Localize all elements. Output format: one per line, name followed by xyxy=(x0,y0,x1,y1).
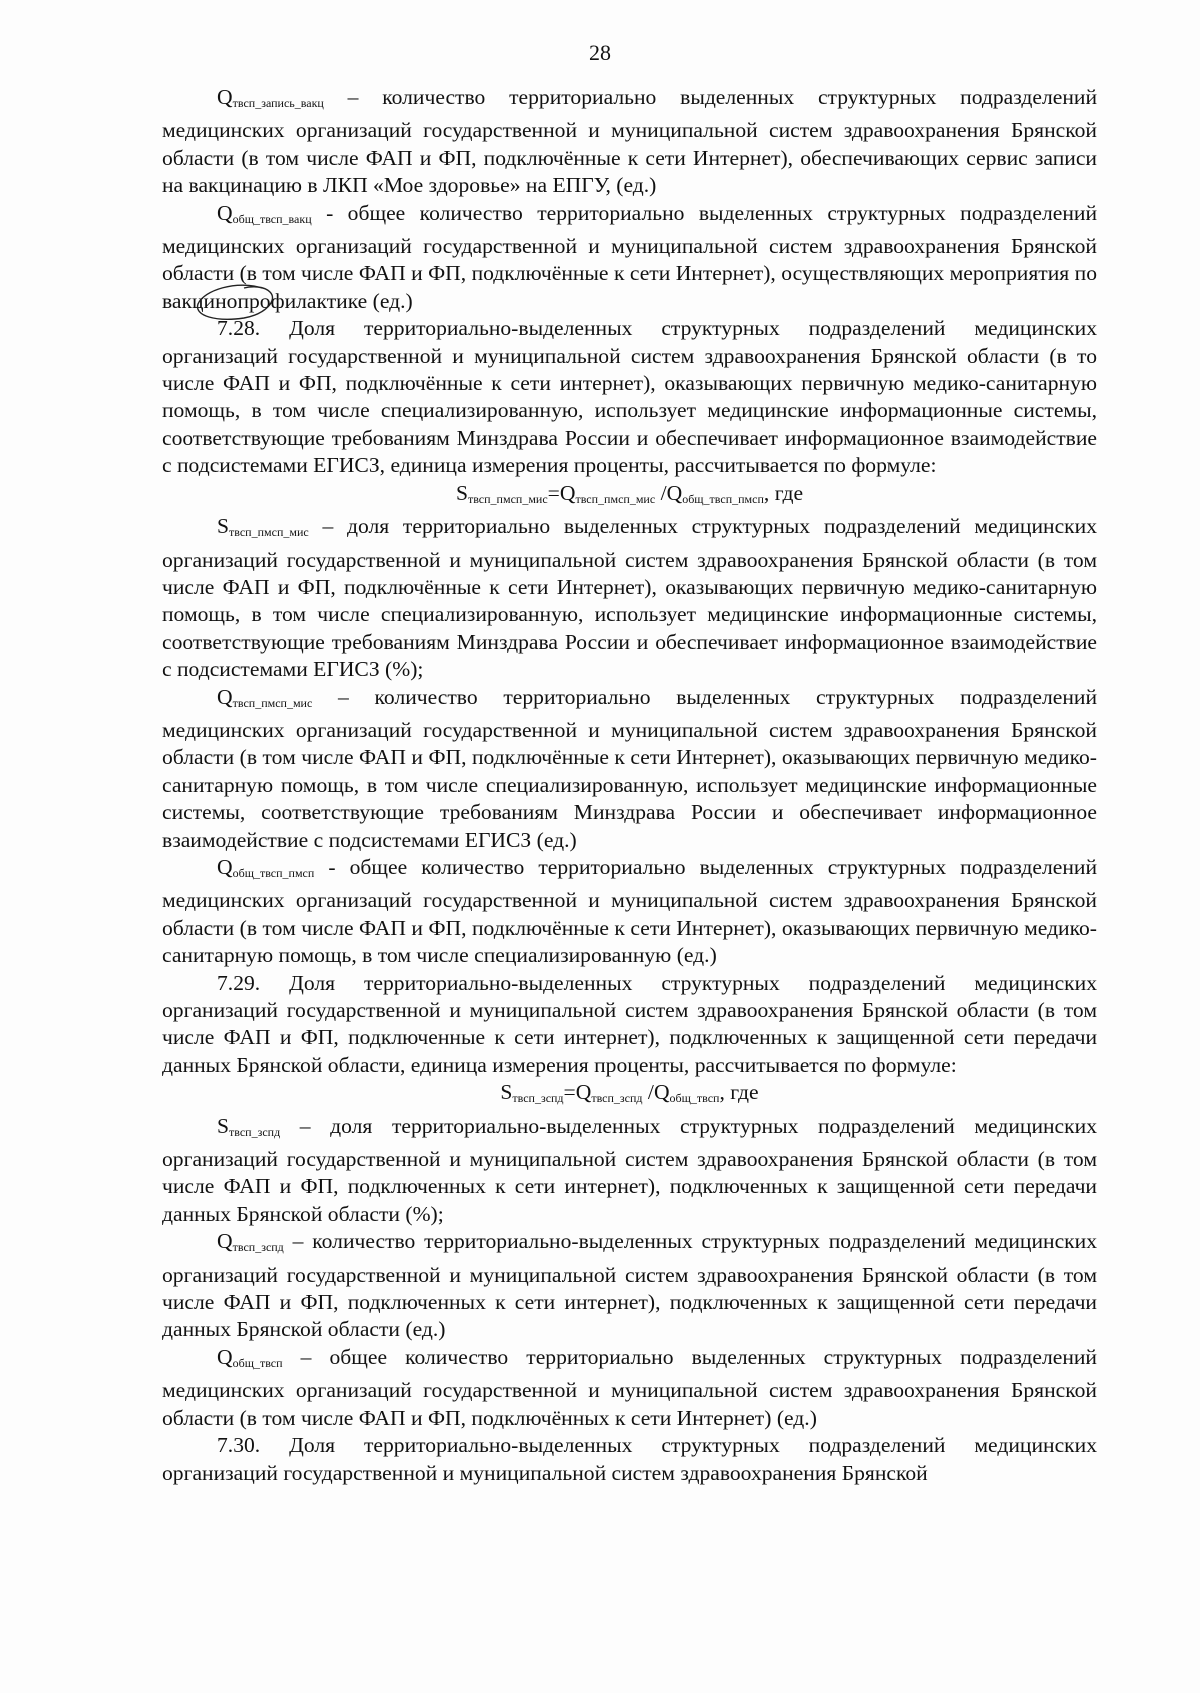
definition-text: – доля территориально выделенных структурных подразделений медицинских организаций государственной и муниципальной систем здравоохранения Брянской области (в том числе ФАП и ФП, подключённые к сети Интернет), оказывающих первичную медико-санитарную помощь, в том числе специализированную, использует медицинские информационные системы, соответствующие требованиям Минздрава России и обеспечивает информационное взаимодействие с подсистемами ЕГИСЗ (%); xyxy=(162,514,1097,682)
body-paragraph: 7.30. Доля территориально-выделенных структурных подразделений медицинских организаций государственной и муниципальной систем здравоохранения Брянской xyxy=(162,1433,1097,1485)
symbol-letter: Q xyxy=(217,684,233,709)
symbol-subscript: общ_твсп_вакц xyxy=(232,211,312,226)
formula-operator: = xyxy=(563,1080,576,1105)
definition-text: - общее количество территориально выделенных структурных подразделений медицинских организаций государственной и муниципальной систем здравоохранения Брянской области (в том числе ФАП и ФП, подключённые к сети Интернет), оказывающих первичную медико-санитарную помощь, в том числе специализированную (ед.) xyxy=(162,854,1097,968)
definition-paragraph xyxy=(162,84,1097,200)
symbol-letter: S xyxy=(217,1113,230,1138)
symbol-subscript: твсп_зспд xyxy=(229,1124,281,1139)
definition-paragraph xyxy=(162,1228,1097,1344)
symbol-subscript: твсп_запись_вакц xyxy=(232,96,324,110)
formula-symbol xyxy=(576,1080,643,1104)
definition-text: – общее количество территориально выделенных структурных подразделений медицинских организаций государственной и муниципальной систем здравоохранения Брянской области (в том числе ФАП и ФП, подключённых к сети Интернет) (ед.) xyxy=(162,1344,1097,1430)
formula-operator: / xyxy=(655,480,667,505)
symbol-subscript: твсп_пмсп_мис xyxy=(467,491,548,506)
symbol-letter: Q xyxy=(666,480,683,505)
symbol-subscript: твсп_пмсп_мис xyxy=(232,695,313,710)
definition-symbol xyxy=(217,855,314,879)
formula-symbol xyxy=(667,481,764,505)
definition-paragraph xyxy=(162,1113,1097,1229)
definition-paragraph xyxy=(162,513,1097,683)
definition-text: – доля территориально-выделенных структурных подразделений медицинских организаций государственной и муниципальной систем здравоохранения Брянской области (в том числе ФАП и ФП, подключенных к сети интернет), подключенных к защищенной сети передачи данных Брянской области (%); xyxy=(162,1113,1097,1226)
definition-paragraph xyxy=(162,200,1097,316)
symbol-subscript: твсп_пмсп_мис xyxy=(575,491,656,506)
body-paragraph: 7.29. Доля территориально-выделенных структурных подразделений медицинских организаций государственной и муниципальной систем здравоохранения Брянской области (в том числе ФАП и ФП, подключенные к сети интернет), подключенных к защищенной сети передачи данных Брянской области, единица измерения проценты, рассчитывается по формуле: xyxy=(162,970,1097,1077)
symbol-letter: Q xyxy=(217,200,233,225)
document-body xyxy=(162,84,1097,1487)
symbol-letter: Q xyxy=(217,1229,233,1254)
symbol-subscript: общ_твсп_пмсп xyxy=(682,491,764,506)
symbol-letter: Q xyxy=(217,854,233,879)
definition-symbol xyxy=(217,1345,283,1369)
symbol-letter: S xyxy=(217,514,230,539)
definition-text: – количество территориально выделенных структурных подразделений медицинских организаций государственной и муниципальной систем здравоохранения Брянской области (в том числе ФАП и ФП, подключённые к сети Интернет), обеспечивающих сервис записи на вакцинацию в ЛКП «Мое здоровье» на ЕПГУ, (ед.) xyxy=(162,85,1097,198)
symbol-letter: S xyxy=(500,1080,513,1105)
symbol-letter: Q xyxy=(217,1344,233,1369)
formula-symbol xyxy=(654,1080,720,1104)
definition-text: - общее количество территориально выделенных структурных подразделений медицинских организаций государственной и муниципальной систем здравоохранения Брянской области (в том числе ФАП и ФП, подключённые к сети Интернет), осуществляющих мероприятия по вакцинопрофилактике (ед.) xyxy=(162,200,1097,313)
formula-symbol xyxy=(500,1080,563,1104)
symbol-letter: Q xyxy=(653,1080,670,1105)
symbol-subscript: твсп_зспд xyxy=(232,1240,284,1255)
symbol-letter: Q xyxy=(217,85,233,109)
symbol-subscript: общ_твсп xyxy=(669,1091,720,1106)
formula-symbol xyxy=(456,481,548,505)
symbol-subscript: общ_твсп_пмсп xyxy=(232,865,315,880)
definition-symbol xyxy=(217,201,312,225)
formula xyxy=(162,480,1097,513)
definition-symbol xyxy=(217,1114,280,1138)
definition-paragraph xyxy=(162,1344,1097,1432)
definition-paragraph xyxy=(162,854,1097,970)
definition-symbol xyxy=(217,85,324,109)
definition-symbol xyxy=(217,514,309,538)
formula-operator: , где xyxy=(763,480,804,505)
symbol-subscript: твсп_зспд xyxy=(512,1091,564,1106)
formula-operator: , где xyxy=(719,1080,759,1105)
formula-operator: = xyxy=(547,480,560,505)
formula xyxy=(162,1079,1097,1112)
symbol-subscript: общ_твсп xyxy=(232,1355,283,1370)
symbol-letter: Q xyxy=(575,1080,592,1105)
symbol-letter: Q xyxy=(559,480,576,505)
page-number: 28 xyxy=(589,40,611,65)
definition-text: – количество территориально-выделенных структурных подразделений медицинских организаций государственной и муниципальной систем здравоохранения Брянской области (в том числе ФАП и ФП, подключенных к сети интернет), подключенных к защищенной сети передачи данных Брянской области (ед.) xyxy=(162,1229,1097,1342)
definition-text: – количество территориально выделенных структурных подразделений медицинских организаций государственной и муниципальной систем здравоохранения Брянской области (в том числе ФАП и ФП, подключённые к сети Интернет), оказывающих первичную медико-санитарную помощь, в том числе специализированную, использует медицинские информационные системы, соответствующие требованиям Минздрава России и обеспечивает информационное взаимодействие с подсистемами ЕГИСЗ (ед.) xyxy=(162,684,1097,852)
definition-paragraph xyxy=(162,684,1097,854)
symbol-letter: S xyxy=(455,480,468,505)
symbol-subscript: твсп_пмсп_мис xyxy=(229,525,309,540)
formula-operator: / xyxy=(642,1080,654,1105)
definition-symbol xyxy=(217,685,312,709)
formula-symbol xyxy=(560,481,655,505)
symbol-subscript: твсп_зспд xyxy=(591,1091,643,1106)
definition-symbol xyxy=(217,1229,284,1253)
body-paragraph: 7.28. Доля территориально-выделенных структурных подразделений медицинских организаций государственной и муниципальной систем здравоохранения Брянской области (в то числе ФАП и ФП, подключённые к сети интернет), оказывающих первичную медико-санитарную помощь, в том числе специализированную, использует медицинские информационные системы, соответствующие требованиям Минздрава России и обеспечивает информационное взаимодействие с подсистемами ЕГИСЗ, единица измерения проценты, рассчитывается по формуле: xyxy=(162,316,1097,478)
